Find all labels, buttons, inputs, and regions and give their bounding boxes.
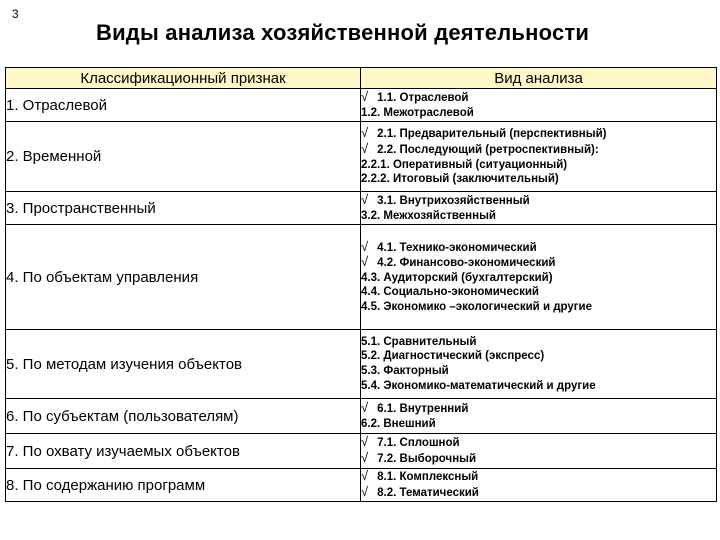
analysis-type-item bbox=[361, 193, 716, 209]
check-mark-icon: √ bbox=[361, 140, 369, 156]
analysis-type-item bbox=[361, 172, 716, 187]
analysis-type-label: 4.4. Социально-экономический bbox=[361, 286, 540, 299]
analysis-type-label: 4.3. Аудиторский (бухгалтерский) bbox=[361, 271, 553, 284]
analysis-type-label: 2.1. Предварительный (перспективный) bbox=[377, 128, 607, 141]
check-mark-icon: √ bbox=[361, 434, 369, 450]
analysis-type-label: 6.1. Внутренний bbox=[377, 402, 469, 415]
check-mark-icon: √ bbox=[361, 88, 369, 104]
table-row bbox=[6, 469, 717, 502]
analysis-type-item bbox=[361, 435, 716, 451]
analysis-types-cell bbox=[361, 330, 717, 399]
table-header-row bbox=[6, 68, 717, 89]
analysis-type-item bbox=[361, 349, 716, 364]
analysis-type-label: 2.2.2. Итоговый (заключительный) bbox=[361, 173, 559, 186]
analysis-type-item bbox=[361, 451, 716, 467]
criterion-cell: 4. По объектам управления bbox=[6, 225, 361, 330]
table-row bbox=[6, 330, 717, 399]
check-mark-icon: √ bbox=[361, 399, 369, 415]
analysis-types-table bbox=[5, 67, 717, 502]
header-analysis-type: Вид анализа bbox=[361, 68, 717, 89]
analysis-type-item bbox=[361, 379, 716, 394]
analysis-types-cell bbox=[361, 434, 717, 469]
analysis-type-label: 2.2.1. Оперативный (ситуационный) bbox=[361, 158, 568, 171]
analysis-type-label: 4.2. Финансово-экономический bbox=[377, 257, 556, 270]
analysis-type-item bbox=[361, 158, 716, 173]
analysis-type-item bbox=[361, 469, 716, 485]
page-title: Виды анализа хозяйственной деятельности bbox=[96, 20, 590, 45]
analysis-type-item bbox=[361, 300, 716, 315]
analysis-type-item bbox=[361, 240, 716, 256]
analysis-type-label: 6.2. Внешний bbox=[361, 417, 436, 430]
analysis-type-label: 5.3. Факторный bbox=[361, 365, 449, 377]
analysis-type-label: 5.1. Сравнительный bbox=[361, 335, 477, 348]
check-mark-icon: √ bbox=[361, 468, 369, 484]
analysis-type-item bbox=[361, 285, 716, 300]
page-number: 3 bbox=[12, 7, 19, 21]
analysis-type-item bbox=[361, 401, 716, 417]
analysis-type-item bbox=[361, 126, 716, 142]
analysis-type-item bbox=[361, 335, 716, 350]
analysis-type-label: 3.1. Внутрихозяйственный bbox=[377, 194, 530, 207]
criterion-cell: 8. По содержанию программ bbox=[6, 469, 361, 502]
analysis-type-item bbox=[361, 271, 716, 286]
analysis-type-label: 5.4. Экономико-математический и другие bbox=[361, 379, 596, 392]
criterion-cell: 7. По охвату изучаемых объектов bbox=[6, 434, 361, 469]
criterion-cell: 3. Пространственный bbox=[6, 192, 361, 225]
analysis-type-item bbox=[361, 417, 716, 432]
analysis-type-item bbox=[361, 90, 716, 106]
analysis-type-item bbox=[361, 255, 716, 271]
analysis-type-label: 4.1. Технико-экономический bbox=[377, 241, 537, 254]
analysis-type-label: 2.2. Последующий (ретроспективный): bbox=[377, 143, 599, 156]
analysis-types-cell bbox=[361, 399, 717, 434]
analysis-type-item bbox=[361, 209, 716, 224]
header-criterion: Классификационный признак bbox=[6, 68, 361, 89]
check-mark-icon: √ bbox=[361, 484, 369, 499]
table-row bbox=[6, 89, 717, 122]
analysis-type-item bbox=[361, 485, 716, 501]
criterion-cell: 1. Отраслевой bbox=[6, 89, 361, 122]
criterion-cell: 5. По методам изучения объектов bbox=[6, 330, 361, 399]
criterion-cell: 2. Временной bbox=[6, 122, 361, 192]
table-body bbox=[6, 89, 717, 502]
table-row bbox=[6, 399, 717, 434]
check-mark-icon: √ bbox=[361, 254, 369, 270]
table-row bbox=[6, 192, 717, 225]
analysis-type-label: 7.2. Выборочный bbox=[377, 453, 477, 465]
check-mark-icon: √ bbox=[361, 191, 369, 207]
check-mark-icon: √ bbox=[361, 450, 369, 465]
analysis-type-item bbox=[361, 142, 716, 158]
analysis-types-cell bbox=[361, 192, 717, 225]
analysis-types-cell bbox=[361, 469, 717, 502]
analysis-type-label: 5.2. Диагностический (экспресс) bbox=[361, 350, 545, 363]
analysis-types-cell bbox=[361, 89, 717, 122]
analysis-type-label: 7.1. Сплошной bbox=[377, 437, 460, 450]
analysis-type-item bbox=[361, 364, 716, 379]
analysis-type-label: 1.2. Межотраслевой bbox=[361, 106, 474, 119]
analysis-type-label: 1.1. Отраслевой bbox=[377, 91, 469, 104]
table-row bbox=[6, 225, 717, 330]
check-mark-icon: √ bbox=[361, 238, 369, 254]
analysis-type-item bbox=[361, 106, 716, 121]
analysis-type-label: 8.1. Комплексный bbox=[377, 471, 479, 484]
analysis-type-label: 4.5. Экономико –экологический и другие bbox=[361, 300, 593, 313]
analysis-types-cell bbox=[361, 225, 717, 330]
analysis-type-label: 3.2. Межхозяйственный bbox=[361, 209, 496, 222]
analysis-types-cell bbox=[361, 122, 717, 192]
table-row bbox=[6, 434, 717, 469]
table-row bbox=[6, 122, 717, 192]
check-mark-icon: √ bbox=[361, 125, 369, 141]
analysis-type-label: 8.2. Тематический bbox=[377, 487, 479, 499]
criterion-cell: 6. По субъектам (пользователям) bbox=[6, 399, 361, 434]
